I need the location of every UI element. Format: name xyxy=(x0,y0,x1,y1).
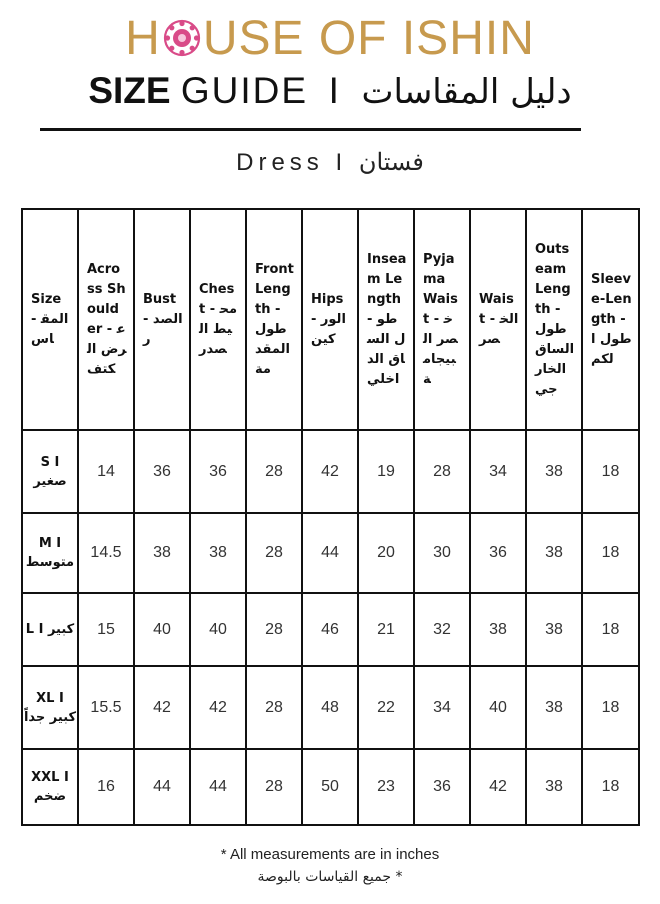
value-cell: 38 xyxy=(526,666,582,749)
value-cell: 38 xyxy=(526,749,582,825)
value-cell: 46 xyxy=(302,593,358,666)
value-cell: 36 xyxy=(190,430,246,513)
size-table xyxy=(21,208,640,826)
value-cell: 20 xyxy=(358,513,414,593)
value-cell: 16 xyxy=(78,749,134,825)
flower-o-icon xyxy=(162,18,202,58)
value-cell: 44 xyxy=(190,749,246,825)
value-cell: 48 xyxy=(302,666,358,749)
value-cell: 38 xyxy=(526,430,582,513)
title-separator: I xyxy=(328,70,341,111)
value-cell: 40 xyxy=(470,666,526,749)
title-guide: GUIDE xyxy=(180,70,309,111)
header-chest: Chest - محيط الصدر xyxy=(190,209,246,430)
value-cell: 18 xyxy=(582,513,639,593)
value-cell: 50 xyxy=(302,749,358,825)
table-row xyxy=(22,513,639,593)
size-cell: XL I كبير جداً xyxy=(22,666,78,749)
footnote-english: * All measurements are in inches xyxy=(220,846,440,863)
value-cell: 42 xyxy=(190,666,246,749)
value-cell: 36 xyxy=(134,430,190,513)
value-cell: 30 xyxy=(414,513,470,593)
value-cell: 34 xyxy=(414,666,470,749)
value-cell: 42 xyxy=(470,749,526,825)
product-subtitle: Dress I فستان xyxy=(236,149,424,176)
value-cell: 28 xyxy=(246,430,302,513)
header-sleeve-length: Sleeve-Length - طول الكم xyxy=(582,209,639,430)
value-cell: 36 xyxy=(414,749,470,825)
size-cell: L I كبير xyxy=(22,593,78,666)
value-cell: 28 xyxy=(246,513,302,593)
value-cell: 36 xyxy=(470,513,526,593)
footnote-arabic: جميع القياسات بالبوصة * xyxy=(257,869,403,885)
title-size: SIZE xyxy=(88,70,171,111)
title-divider xyxy=(40,128,581,131)
value-cell: 22 xyxy=(358,666,414,749)
header-hips: Hips - الوركين xyxy=(302,209,358,430)
header-front-length: Front Length - طول المقدمة xyxy=(246,209,302,430)
value-cell: 28 xyxy=(246,666,302,749)
value-cell: 38 xyxy=(526,593,582,666)
value-cell: 18 xyxy=(582,666,639,749)
table-row xyxy=(22,430,639,513)
value-cell: 40 xyxy=(190,593,246,666)
header-outseam-length: Outseam Length - طول الساق الخارجي xyxy=(526,209,582,430)
value-cell: 15 xyxy=(78,593,134,666)
value-cell: 32 xyxy=(414,593,470,666)
value-cell: 14 xyxy=(78,430,134,513)
value-cell: 19 xyxy=(358,430,414,513)
value-cell: 18 xyxy=(582,749,639,825)
brand-logo xyxy=(0,12,660,64)
value-cell: 28 xyxy=(414,430,470,513)
header-size: Size - المقاس xyxy=(22,209,78,430)
header-inseam-length: Inseam Length - طول الساق الداخلي xyxy=(358,209,414,430)
size-cell: S I صغير xyxy=(22,430,78,513)
value-cell: 44 xyxy=(302,513,358,593)
value-cell: 42 xyxy=(302,430,358,513)
value-cell: 42 xyxy=(134,666,190,749)
table-row xyxy=(22,593,639,666)
value-cell: 23 xyxy=(358,749,414,825)
size-cell: XXL I ضخم xyxy=(22,749,78,825)
value-cell: 38 xyxy=(134,513,190,593)
value-cell: 18 xyxy=(582,593,639,666)
value-cell: 38 xyxy=(470,593,526,666)
header-waist: Waist - الخصر xyxy=(470,209,526,430)
value-cell: 18 xyxy=(582,430,639,513)
value-cell: 34 xyxy=(470,430,526,513)
table-row xyxy=(22,749,639,825)
page-title xyxy=(0,70,660,112)
value-cell: 15.5 xyxy=(78,666,134,749)
table-header-row xyxy=(22,209,639,430)
value-cell: 44 xyxy=(134,749,190,825)
brand-text-start: H xyxy=(125,11,161,65)
brand-text-end: USE OF ISHIN xyxy=(202,11,535,65)
value-cell: 14.5 xyxy=(78,513,134,593)
title-arabic: دليل المقاسات xyxy=(361,72,572,112)
header-bust: Bust - الصدر xyxy=(134,209,190,430)
value-cell: 38 xyxy=(526,513,582,593)
value-cell: 28 xyxy=(246,593,302,666)
value-cell: 38 xyxy=(190,513,246,593)
size-cell: M I متوسط xyxy=(22,513,78,593)
header-pyjama-waist: Pyjama Waist - خصر البيجامة xyxy=(414,209,470,430)
value-cell: 21 xyxy=(358,593,414,666)
header-across-shoulder: Across Shoulder - عرض الكتف xyxy=(78,209,134,430)
value-cell: 40 xyxy=(134,593,190,666)
table-row xyxy=(22,666,639,749)
value-cell: 28 xyxy=(246,749,302,825)
